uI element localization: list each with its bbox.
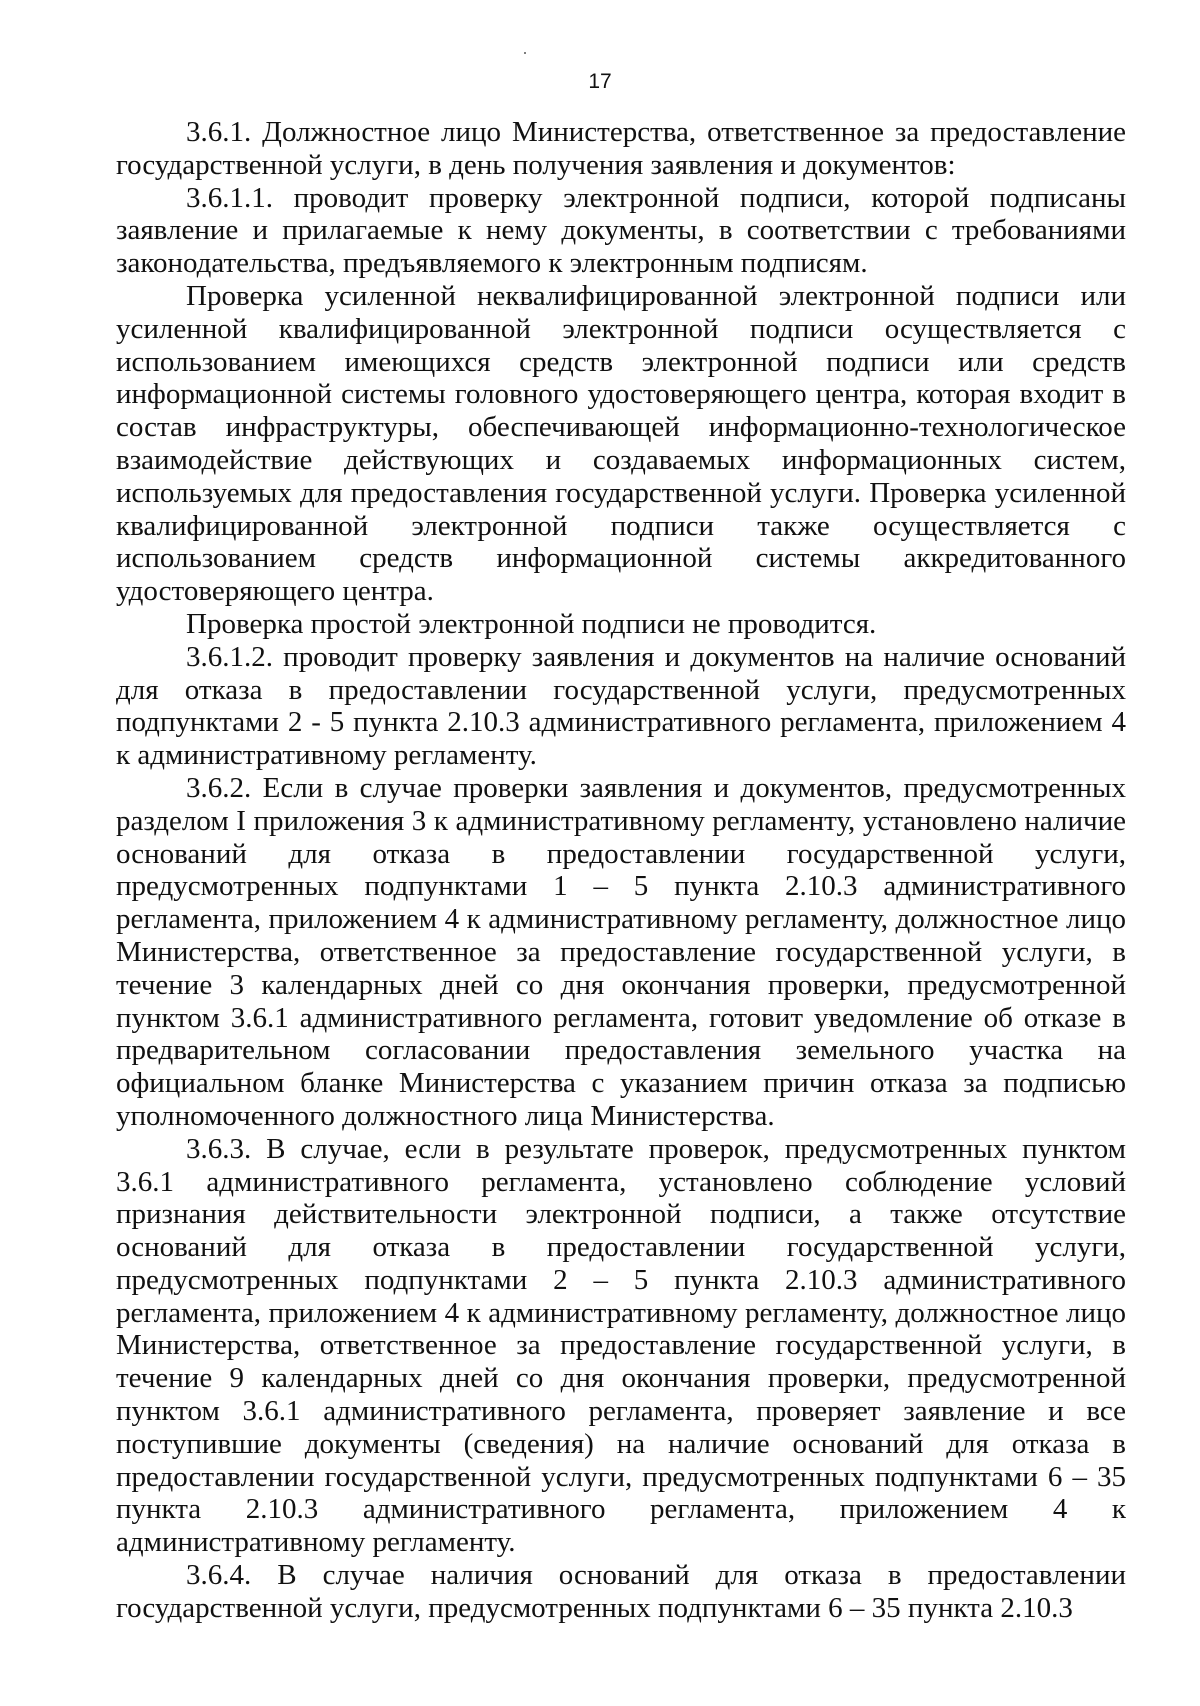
paragraph-3-6-1-2: 3.6.1.2. проводит проверку заявления и документов на наличие оснований для отказа в предоставлении государственной услуги, предусмотренных подпунктами 2 - 5 пункта 2.10.3 административного регламента, приложением 4 к административному регламенту. — [116, 640, 1126, 772]
page-number: 17 — [588, 70, 612, 93]
paragraph-simple-signature: Проверка простой электронной подписи не проводится. — [186, 607, 877, 640]
paragraph-signature-check: Проверка усиленной неквалифицированной электронной подписи или усиленной квалифицированной электронной подписи осуществляется с использованием имеющихся средств электронной подписи или средств информационной системы головного удостоверяющего центра, которая входит в состав инфраструктуры, обеспечивающей информационно-технологическое взаимодействие действующих и создаваемых информационных систем, используемых для предоставления государственной услуги. Проверка усиленной квалифицированной электронной подписи также осуществляется с использованием средств информационной системы аккредитованного удостоверяющего центра. — [116, 279, 1126, 608]
paragraph-3-6-4: 3.6.4. В случае наличия оснований для отказа в предоставлении государственной услуги, предусмотренных подпунктами 6 – 35 пункта 2.10.3 — [116, 1559, 1126, 1624]
paragraph-3-6-1: 3.6.1. Должностное лицо Министерства, ответственное за предоставление государственной услуги, в день получения заявления и документов: — [116, 116, 1126, 181]
document-body — [116, 116, 1126, 1625]
paragraph-3-6-2: 3.6.2. Если в случае проверки заявления и документов, предусмотренных разделом I приложения 3 к административному регламенту, установлено наличие оснований для отказа в предоставлении государственной услуги, предусмотренных подпунктами 1 – 5 пункта 2.10.3 административного регламента, приложением 4 к административному регламенту, должностное лицо Министерства, ответственное за предоставление государственной услуги, в течение 3 календарных дней со дня окончания проверки, предусмотренной пунктом 3.6.1 административного регламента, готовит уведомление об отказе в предварительном согласовании предоставления земельного участка на официальном бланке Министерства с указанием причин отказа за подписью уполномоченного должностного лица Министерства. — [116, 771, 1126, 1132]
paragraph-3-6-1-1: 3.6.1.1. проводит проверку электронной подписи, которой подписаны заявление и прилагаемые к нему документы, в соответствии с требованиями законодательства, предъявляемого к электронным подписям. — [116, 181, 1126, 280]
paragraph-3-6-3: 3.6.3. В случае, если в результате проверок, предусмотренных пунктом 3.6.1 административного регламента, установлено соблюдение условий признания действительности электронной подписи, а также отсутствие оснований для отказа в предоставлении государственной услуги, предусмотренных подпунктами 2 – 5 пункта 2.10.3 административного регламента, приложением 4 к административному регламенту, должностное лицо Министерства, ответственное за предоставление государственной услуги, в течение 9 календарных дней со дня окончания проверки, предусмотренной пунктом 3.6.1 административного регламента, проверяет заявление и все поступившие документы (сведения) на наличие оснований для отказа в предоставлении государственной услуги, предусмотренных подпунктами 6 – 35 пункта 2.10.3 административного регламента, приложением 4 к административному регламенту. — [116, 1132, 1126, 1559]
scan-speck — [524, 52, 526, 54]
